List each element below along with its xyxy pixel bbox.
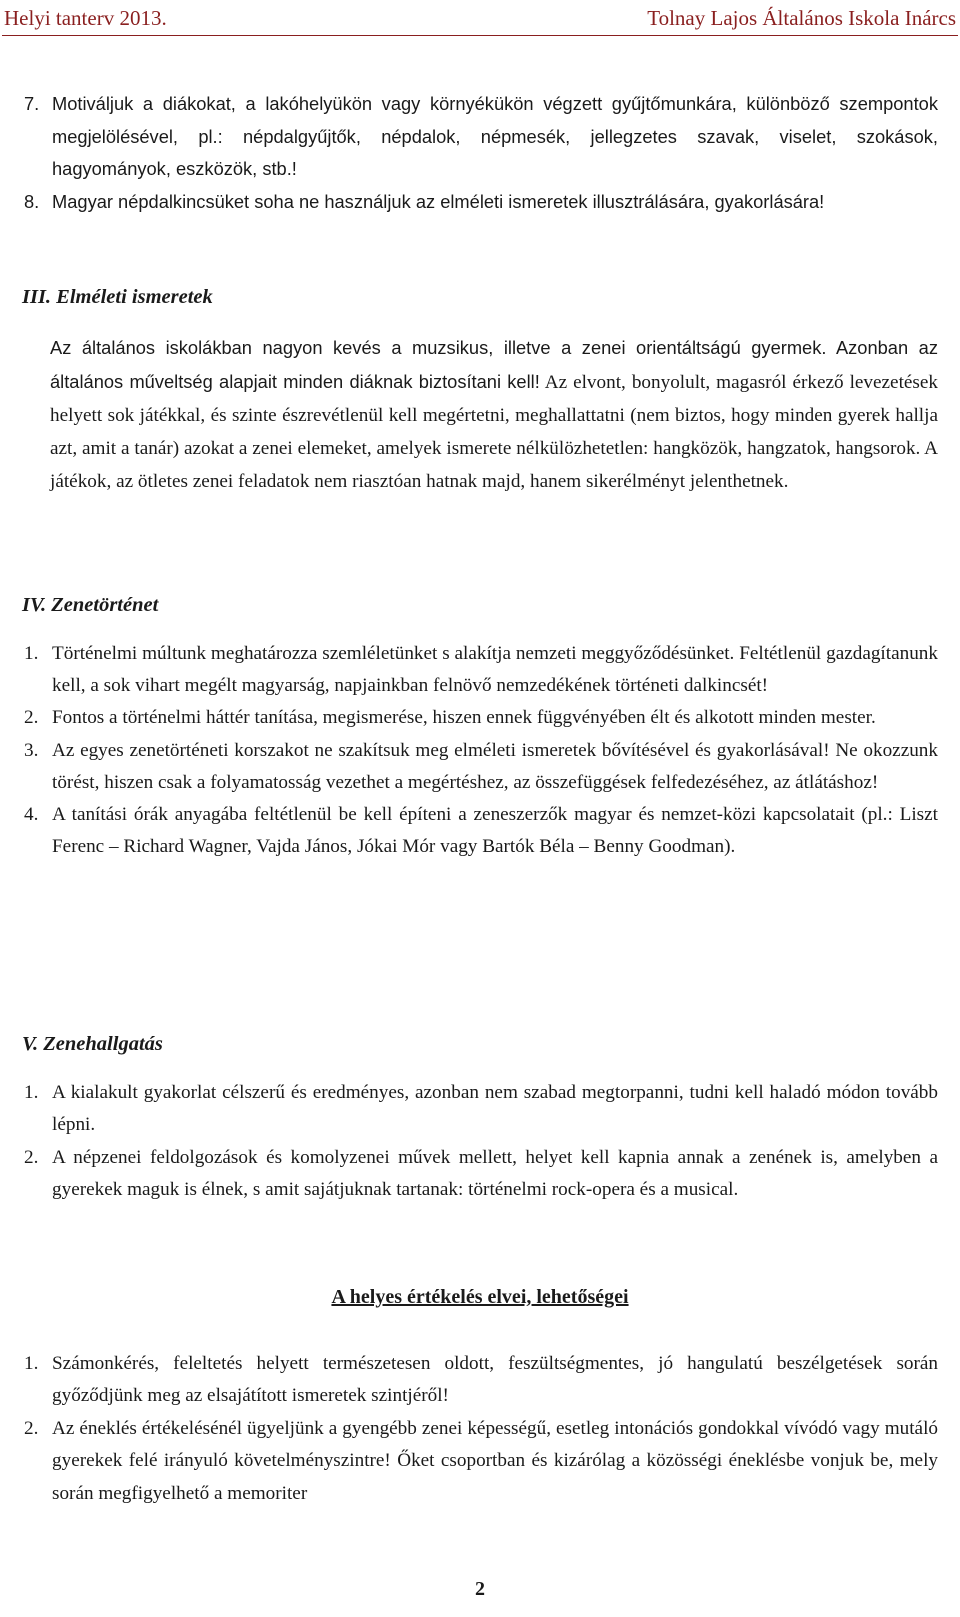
list-number: 1.	[24, 643, 39, 664]
list-item	[24, 1348, 938, 1413]
list-number: 7.	[24, 93, 40, 114]
list-text: Az egyes zenetörténeti korszakot ne szakítsuk meg elméleti ismeretek bővítésével és gyakorlásával! Ne okozzunk törést, hiszen csak a folyamatosság vezethet a megértéshez, az összefüggések felfedezéséhez, az átlátáshoz!	[52, 739, 938, 793]
list-number: 1.	[24, 1082, 39, 1103]
section-heading-theory: III. Elméleti ismeretek	[22, 286, 213, 308]
page-number: 2	[475, 1578, 485, 1600]
list-item	[24, 88, 938, 186]
list-item	[24, 1142, 938, 1207]
list-number: 1.	[24, 1353, 39, 1374]
header-curriculum-title: Helyi tanterv 2013.	[4, 6, 167, 30]
list-text: Történelmi múltunk meghatározza szemléletünket s alakítja nemzeti meggyőződésünket. Feltétlenül gazdagítanunk kell, a sok vihart megélt magyarság, napjainkban felnövő nemzedékének történeti dalkincsét!	[52, 643, 938, 697]
theory-text-sans: Az általános iskolákban nagyon kevés a muzsikus, illetve a zenei orientáltságú gyermek. Azonban az általános műveltség alapjait minden diáknak biztosítani kell!	[50, 337, 938, 392]
music-history-list	[24, 638, 938, 863]
list-number: 2.	[24, 1417, 39, 1439]
section-heading-listening: V. Zenehallgatás	[22, 1033, 163, 1055]
evaluation-list	[24, 1348, 938, 1510]
list-text: A kialakult gyakorlat célszerű és eredményes, azonban nem szabad megtorpanni, tudni kell haladó módon tovább lépni.	[52, 1082, 938, 1136]
list-item	[24, 186, 938, 219]
page-header	[2, 3, 958, 36]
list-text: A tanítási órák anyagába feltétlenül be kell építeni a zeneszerzők magyar és nemzet-közi kapcsolatait (pl.: Liszt Ferenc – Richard Wagner, Vajda János, Jókai Mór vagy Bartók Béla – Benny Goodman).	[52, 804, 938, 858]
list-item	[24, 799, 938, 863]
evaluation-title: A helyes értékelés elvei, lehetőségei	[331, 1286, 629, 1308]
list-item	[24, 1413, 938, 1510]
header-school-name: Tolnay Lajos Általános Iskola Inárcs	[647, 6, 956, 30]
theory-paragraph	[50, 331, 938, 498]
list-text: Motiváljuk a diákokat, a lakóhelyükön vagy környékükön végzett gyűjtőmunkára, különböző szempontok megjelölésével, pl.: népdalgyűjtők, népdalok, népmesék, jellegzetes szavak, viselet, szokások, hagyományok, eszközök, stb.!	[52, 93, 938, 179]
list-text: Fontos a történelmi háttér tanítása, megismerése, hiszen ennek függvényében élt és alkotott minden mester.	[52, 707, 876, 729]
theory-text-serif: Az elvont, bonyolult, magasról érkező levezetések helyett sok játékkal, és szinte észrevétlenül kell megértetni, meghallattatni (nem biztos, hogy minden gyerek hallja azt, amit a tanár) azokat a zenei elemeket, amelyek ismerete nélkülözhetetlen: hangközök, hangzatok, hangsorok. A játékok, az ötletes zenei feladatok nem riasztóan hatnak majd, hanem sikerélményt jelenthetnek.	[50, 372, 938, 492]
list-item	[24, 702, 938, 734]
list-text: Magyar népdalkincsüket soha ne használjuk az elméleti ismeretek illusztrálására, gyakorlására!	[52, 190, 825, 212]
list-number: 4.	[24, 804, 39, 826]
list-text: Az éneklés értékelésénél ügyeljünk a gyengébb zenei képességű, esetleg intonációs gondokkal vívódó vagy mutáló gyerekek felé irányuló követelményszintre! Őket csoportban és kizárólag a közösségi éneklésbe vonjuk be, mely során megfigyelhető a memoriter	[52, 1417, 938, 1504]
intro-list	[24, 88, 938, 218]
list-number: 3.	[24, 739, 39, 761]
list-number: 2.	[24, 707, 39, 729]
listening-list	[24, 1077, 938, 1206]
list-item	[24, 638, 938, 702]
list-item	[24, 735, 938, 799]
list-text: Számonkérés, feleltetés helyett természetesen oldott, feszültségmentes, jó hangulatú beszélgetések során győződjünk meg az elsajátított ismeretek szintjéről!	[52, 1353, 938, 1407]
list-number: 2.	[24, 1146, 39, 1168]
list-item	[24, 1077, 938, 1142]
section-heading-music-history: IV. Zenetörténet	[22, 594, 159, 616]
list-text: A népzenei feldolgozások és komolyzenei művek mellett, helyet kell kapnia annak a zenének is, amelyben a gyerekek maguk is élnek, s amit sajátjuknak tartanak: történelmi rock-opera és a musical.	[52, 1146, 938, 1200]
list-number: 8.	[24, 190, 40, 212]
